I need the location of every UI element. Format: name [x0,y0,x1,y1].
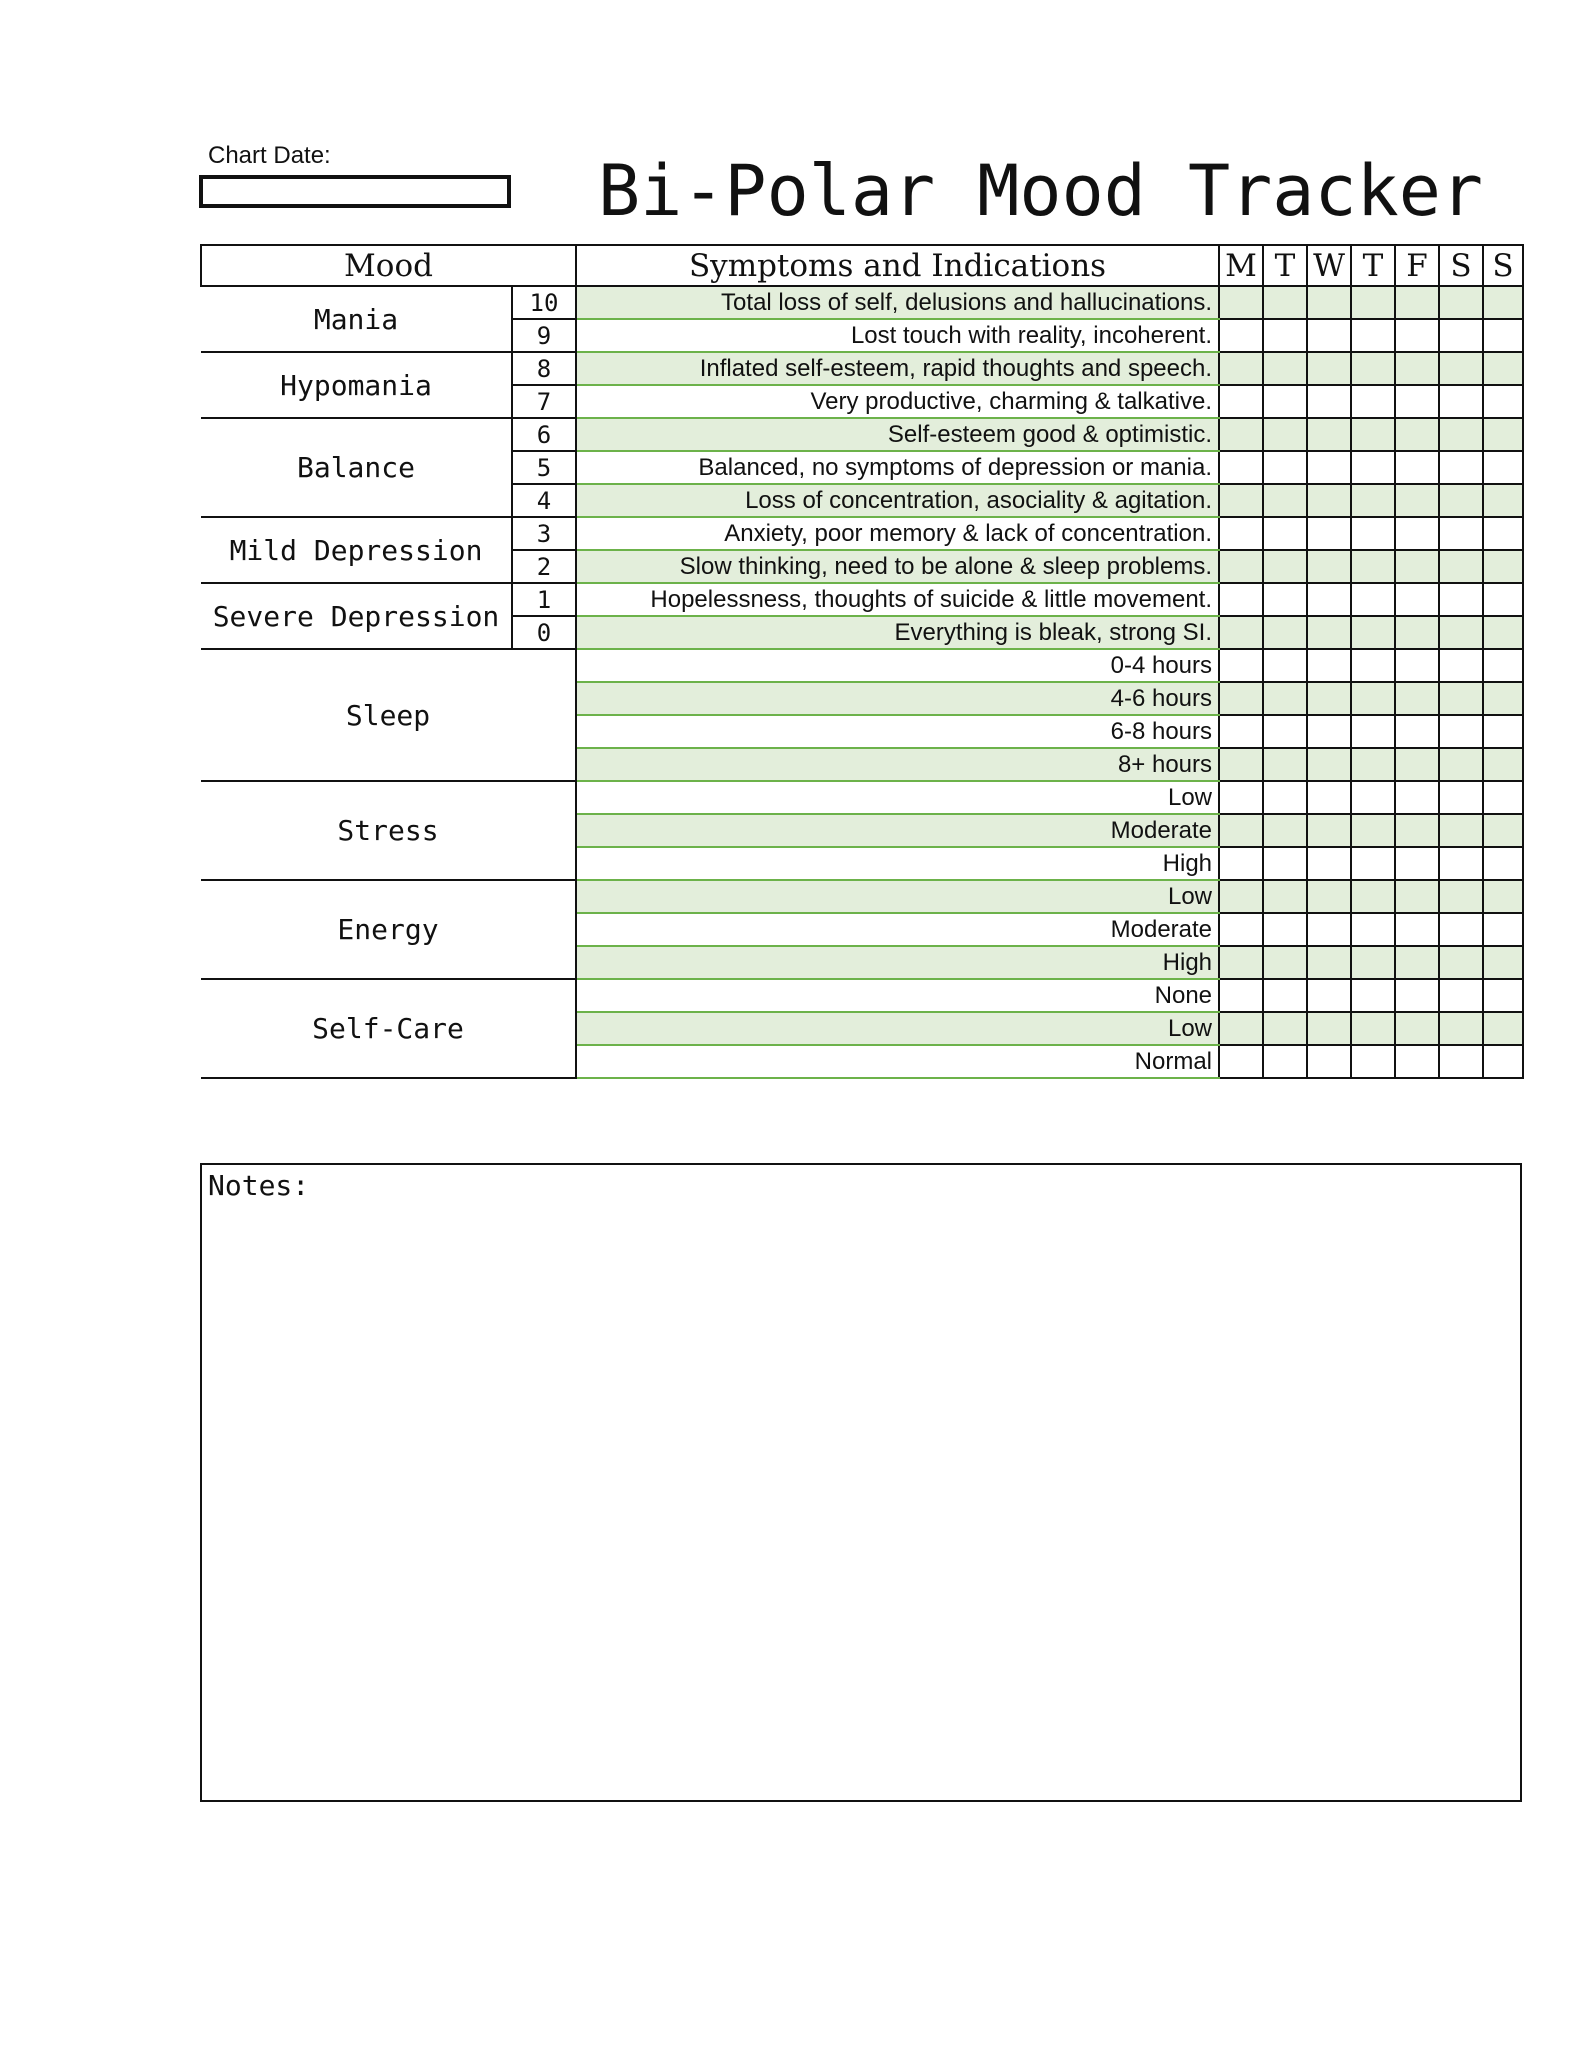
day-checkbox[interactable] [1307,913,1351,946]
day-checkbox[interactable] [1263,583,1307,616]
day-checkbox[interactable] [1263,1045,1307,1078]
tracking-option: Normal [576,1045,1219,1078]
day-checkbox[interactable] [1351,1045,1395,1078]
day-checkbox[interactable] [1263,616,1307,649]
day-checkbox[interactable] [1307,979,1351,1012]
day-checkbox[interactable] [1395,649,1439,682]
day-checkbox[interactable] [1351,1012,1395,1045]
tracking-option: 8+ hours [576,748,1219,781]
day-checkbox[interactable] [1307,880,1351,913]
day-checkbox[interactable] [1395,1012,1439,1045]
day-checkbox[interactable] [1307,517,1351,550]
day-checkbox[interactable] [1219,748,1263,781]
day-checkbox[interactable] [1395,550,1439,583]
day-checkbox[interactable] [1439,352,1483,385]
day-checkbox[interactable] [1307,418,1351,451]
day-checkbox[interactable] [1395,385,1439,418]
day-checkbox[interactable] [1395,715,1439,748]
day-checkbox[interactable] [1395,946,1439,979]
day-checkbox[interactable] [1263,1012,1307,1045]
day-checkbox[interactable] [1439,979,1483,1012]
day-checkbox[interactable] [1351,484,1395,517]
day-checkbox[interactable] [1263,715,1307,748]
tracking-option: Low [576,781,1219,814]
tracking-option: 0-4 hours [576,649,1219,682]
day-checkbox[interactable] [1483,484,1523,517]
symptom-text: Everything is bleak, strong SI. [576,616,1219,649]
day-checkbox[interactable] [1439,583,1483,616]
day-checkbox[interactable] [1483,715,1523,748]
mood-category-label: Severe Depression [201,583,512,649]
day-checkbox[interactable] [1307,1045,1351,1078]
day-checkbox[interactable] [1439,649,1483,682]
day-checkbox[interactable] [1307,319,1351,352]
day-checkbox[interactable] [1483,1045,1523,1078]
day-checkbox[interactable] [1483,451,1523,484]
mood-category-label: Balance [201,418,512,517]
table-header-row [201,245,1523,286]
day-checkbox[interactable] [1219,847,1263,880]
tracking-row [201,880,1523,913]
day-checkbox[interactable] [1483,385,1523,418]
day-checkbox[interactable] [1263,418,1307,451]
day-header-mon: M [1219,245,1263,286]
day-checkbox[interactable] [1439,781,1483,814]
day-checkbox[interactable] [1307,451,1351,484]
day-checkbox[interactable] [1483,583,1523,616]
tracking-option: Low [576,880,1219,913]
mood-row [201,583,1523,616]
day-checkbox[interactable] [1483,682,1523,715]
day-checkbox[interactable] [1263,385,1307,418]
day-checkbox[interactable] [1439,946,1483,979]
day-checkbox[interactable] [1263,913,1307,946]
day-checkbox[interactable] [1219,451,1263,484]
day-checkbox[interactable] [1307,1012,1351,1045]
tracking-option: None [576,979,1219,1012]
tracking-category-label: Energy [201,880,576,979]
day-checkbox[interactable] [1439,550,1483,583]
day-checkbox[interactable] [1219,286,1263,319]
day-checkbox[interactable] [1219,715,1263,748]
day-checkbox[interactable] [1439,1012,1483,1045]
day-checkbox[interactable] [1439,418,1483,451]
day-checkbox[interactable] [1351,946,1395,979]
day-checkbox[interactable] [1483,946,1523,979]
day-checkbox[interactable] [1483,286,1523,319]
day-checkbox[interactable] [1263,682,1307,715]
tracking-option: Low [576,1012,1219,1045]
symptom-text: Hopelessness, thoughts of suicide & little movement. [576,583,1219,616]
day-checkbox[interactable] [1483,418,1523,451]
day-checkbox[interactable] [1483,847,1523,880]
day-checkbox[interactable] [1307,550,1351,583]
tracking-category-label: Sleep [201,649,576,781]
tracking-category-label: Stress [201,781,576,880]
day-checkbox[interactable] [1395,484,1439,517]
day-checkbox[interactable] [1219,418,1263,451]
mood-row [201,517,1523,550]
day-checkbox[interactable] [1439,814,1483,847]
day-checkbox[interactable] [1307,781,1351,814]
day-checkbox[interactable] [1351,583,1395,616]
day-checkbox[interactable] [1263,319,1307,352]
day-checkbox[interactable] [1307,484,1351,517]
day-checkbox[interactable] [1483,979,1523,1012]
day-checkbox[interactable] [1219,649,1263,682]
day-checkbox[interactable] [1395,517,1439,550]
day-checkbox[interactable] [1219,781,1263,814]
day-checkbox[interactable] [1483,352,1523,385]
day-checkbox[interactable] [1483,913,1523,946]
day-checkbox[interactable] [1351,451,1395,484]
day-checkbox[interactable] [1263,286,1307,319]
tracking-category-label: Self-Care [201,979,576,1078]
day-checkbox[interactable] [1263,649,1307,682]
mood-level: 1 [512,583,576,616]
day-checkbox[interactable] [1439,913,1483,946]
day-checkbox[interactable] [1351,649,1395,682]
day-header-sat: S [1439,245,1483,286]
day-checkbox[interactable] [1395,814,1439,847]
day-checkbox[interactable] [1219,484,1263,517]
day-header-thu: T [1351,245,1395,286]
day-checkbox[interactable] [1263,352,1307,385]
day-header-tue: T [1263,245,1307,286]
day-checkbox[interactable] [1263,550,1307,583]
day-checkbox[interactable] [1351,979,1395,1012]
day-checkbox[interactable] [1351,715,1395,748]
mood-row [201,286,1523,319]
day-checkbox[interactable] [1483,649,1523,682]
symptom-text: Total loss of self, delusions and hallucinations. [576,286,1219,319]
day-checkbox[interactable] [1351,616,1395,649]
day-checkbox[interactable] [1439,616,1483,649]
day-checkbox[interactable] [1483,814,1523,847]
day-header-sun: S [1483,245,1523,286]
day-checkbox[interactable] [1439,682,1483,715]
day-checkbox[interactable] [1351,880,1395,913]
day-checkbox[interactable] [1307,616,1351,649]
day-checkbox[interactable] [1483,880,1523,913]
day-checkbox[interactable] [1219,880,1263,913]
symptom-text: Inflated self-esteem, rapid thoughts and speech. [576,352,1219,385]
day-checkbox[interactable] [1219,913,1263,946]
chart-date-field[interactable] [199,175,511,208]
day-checkbox[interactable] [1483,616,1523,649]
mood-level: 10 [512,286,576,319]
day-checkbox[interactable] [1439,517,1483,550]
mood-level: 5 [512,451,576,484]
day-header-fri: F [1395,245,1439,286]
day-header-wed: W [1307,245,1351,286]
tracking-row [201,979,1523,1012]
tracking-option: 6-8 hours [576,715,1219,748]
day-checkbox[interactable] [1483,319,1523,352]
day-checkbox[interactable] [1307,682,1351,715]
day-checkbox[interactable] [1219,583,1263,616]
symptom-text: Loss of concentration, asociality & agitation. [576,484,1219,517]
day-checkbox[interactable] [1307,649,1351,682]
symptom-text: Self-esteem good & optimistic. [576,418,1219,451]
tracking-row [201,781,1523,814]
mood-level: 2 [512,550,576,583]
day-checkbox[interactable] [1351,319,1395,352]
day-checkbox[interactable] [1263,781,1307,814]
mood-category-label: Mild Depression [201,517,512,583]
day-checkbox[interactable] [1483,748,1523,781]
day-checkbox[interactable] [1219,352,1263,385]
symptom-text: Anxiety, poor memory & lack of concentration. [576,517,1219,550]
day-checkbox[interactable] [1395,583,1439,616]
day-checkbox[interactable] [1219,814,1263,847]
day-checkbox[interactable] [1219,550,1263,583]
day-checkbox[interactable] [1219,1045,1263,1078]
symptom-text: Slow thinking, need to be alone & sleep problems. [576,550,1219,583]
day-checkbox[interactable] [1351,781,1395,814]
day-checkbox[interactable] [1307,352,1351,385]
page-title: Bi-Polar Mood Tracker [598,150,1484,232]
day-checkbox[interactable] [1439,484,1483,517]
notes-box[interactable] [200,1163,1522,1802]
tracking-row [201,649,1523,682]
day-checkbox[interactable] [1307,814,1351,847]
day-checkbox[interactable] [1263,517,1307,550]
day-checkbox[interactable] [1439,715,1483,748]
day-checkbox[interactable] [1395,451,1439,484]
day-checkbox[interactable] [1351,517,1395,550]
day-checkbox[interactable] [1439,1045,1483,1078]
tracking-option: High [576,946,1219,979]
day-checkbox[interactable] [1351,550,1395,583]
mood-category-label: Mania [201,286,512,352]
mood-level: 7 [512,385,576,418]
day-checkbox[interactable] [1395,781,1439,814]
day-checkbox[interactable] [1263,484,1307,517]
mood-column-header: Mood [201,245,576,286]
mood-level: 6 [512,418,576,451]
day-checkbox[interactable] [1263,880,1307,913]
mood-row [201,352,1523,385]
day-checkbox[interactable] [1263,979,1307,1012]
day-checkbox[interactable] [1351,847,1395,880]
day-checkbox[interactable] [1483,1012,1523,1045]
day-checkbox[interactable] [1263,451,1307,484]
day-checkbox[interactable] [1483,517,1523,550]
day-checkbox[interactable] [1219,946,1263,979]
symptoms-column-header: Symptoms and Indications [576,245,1219,286]
day-checkbox[interactable] [1395,979,1439,1012]
day-checkbox[interactable] [1439,385,1483,418]
day-checkbox[interactable] [1351,748,1395,781]
day-checkbox[interactable] [1395,847,1439,880]
day-checkbox[interactable] [1395,880,1439,913]
day-checkbox[interactable] [1263,814,1307,847]
symptom-text: Lost touch with reality, incoherent. [576,319,1219,352]
notes-label: Notes: [208,1169,310,1202]
tracking-option: High [576,847,1219,880]
mood-level: 8 [512,352,576,385]
day-checkbox[interactable] [1307,748,1351,781]
mood-row [201,418,1523,451]
day-checkbox[interactable] [1395,319,1439,352]
day-checkbox[interactable] [1307,715,1351,748]
day-checkbox[interactable] [1395,352,1439,385]
day-checkbox[interactable] [1439,880,1483,913]
day-checkbox[interactable] [1307,847,1351,880]
day-checkbox[interactable] [1395,913,1439,946]
day-checkbox[interactable] [1483,550,1523,583]
day-checkbox[interactable] [1351,682,1395,715]
mood-tracker-table [200,244,1524,1079]
chart-date-label: Chart Date: [208,142,331,169]
day-checkbox[interactable] [1483,781,1523,814]
day-checkbox[interactable] [1395,616,1439,649]
day-checkbox[interactable] [1219,517,1263,550]
day-checkbox[interactable] [1439,451,1483,484]
day-checkbox[interactable] [1263,748,1307,781]
day-checkbox[interactable] [1307,946,1351,979]
mood-level: 9 [512,319,576,352]
day-checkbox[interactable] [1439,319,1483,352]
tracking-option: Moderate [576,814,1219,847]
day-checkbox[interactable] [1219,1012,1263,1045]
symptom-text: Balanced, no symptoms of depression or mania. [576,451,1219,484]
day-checkbox[interactable] [1263,847,1307,880]
day-checkbox[interactable] [1351,913,1395,946]
tracking-option: 4-6 hours [576,682,1219,715]
day-checkbox[interactable] [1395,748,1439,781]
mood-level: 4 [512,484,576,517]
day-checkbox[interactable] [1351,385,1395,418]
mood-level: 3 [512,517,576,550]
day-checkbox[interactable] [1307,286,1351,319]
day-checkbox[interactable] [1219,979,1263,1012]
symptom-text: Very productive, charming & talkative. [576,385,1219,418]
day-checkbox[interactable] [1351,814,1395,847]
day-checkbox[interactable] [1219,385,1263,418]
day-checkbox[interactable] [1351,352,1395,385]
day-checkbox[interactable] [1395,286,1439,319]
day-checkbox[interactable] [1439,286,1483,319]
day-checkbox[interactable] [1351,286,1395,319]
day-checkbox[interactable] [1307,583,1351,616]
tracking-option: Moderate [576,913,1219,946]
day-checkbox[interactable] [1219,319,1263,352]
day-checkbox[interactable] [1219,616,1263,649]
mood-category-label: Hypomania [201,352,512,418]
day-checkbox[interactable] [1395,682,1439,715]
day-checkbox[interactable] [1219,682,1263,715]
day-checkbox[interactable] [1263,946,1307,979]
mood-level: 0 [512,616,576,649]
day-checkbox[interactable] [1395,1045,1439,1078]
day-checkbox[interactable] [1307,385,1351,418]
day-checkbox[interactable] [1351,418,1395,451]
day-checkbox[interactable] [1439,847,1483,880]
day-checkbox[interactable] [1395,418,1439,451]
day-checkbox[interactable] [1439,748,1483,781]
